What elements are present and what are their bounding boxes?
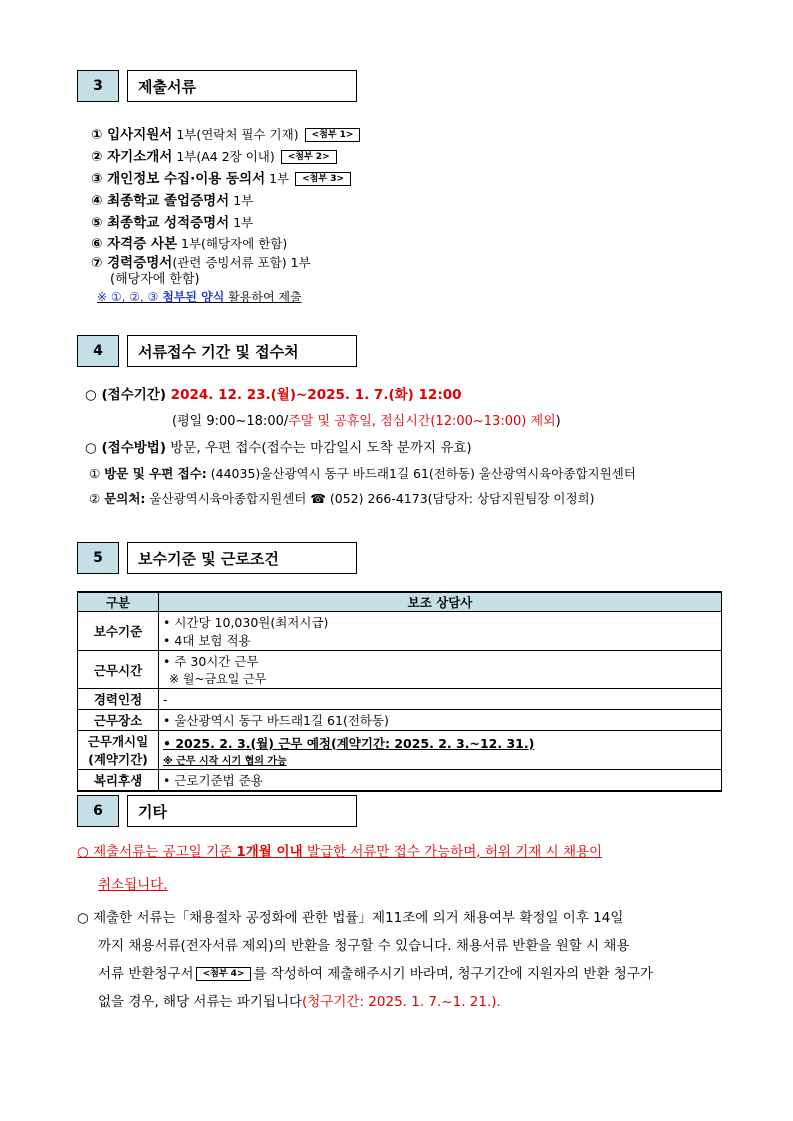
application-period-note: (평일 9:00~18:00/주말 및 공휴일, 점심시간(12:00~13:00) 제외) — [172, 414, 561, 429]
column-header: 보조 상담사 — [159, 592, 722, 612]
section-title: 서류접수 기간 및 접수처 — [127, 335, 357, 367]
list-item: ⑦ 경력증명서(관련 증빙서류 포함) 1부 — [91, 255, 311, 271]
section-4-header — [77, 335, 357, 367]
notice-paragraph-1: ○ 제출서류는 공고일 기준 1개월 이내 발급한 서류만 접수 가능하며, 허위 기재 시 채용이 — [77, 844, 603, 860]
notice-paragraph-2-line-4: 없을 경우, 해당 서류는 파기됩니다(청구기간: 2025. 1. 7.~1. 21.). — [98, 994, 501, 1010]
row-label: 복리후생 — [78, 770, 159, 792]
row-value: • 근로기준법 준용 — [159, 770, 722, 792]
notice-paragraph-2-line-3: 서류 반환청구서 <첨부 4> 를 작성하여 제출해주시기 바라며, 청구기간에 지원자의 반환 청구가 — [98, 966, 653, 982]
application-period: ○ (접수기간) 2024. 12. 23.(월)~2025. 1. 7.(화) 12:00 — [85, 387, 462, 403]
notice-paragraph-2-line-2: 까지 채용서류(전자서류 제외)의 반환을 청구할 수 있습니다. 채용서류 반환을 원할 시 채용 — [98, 938, 630, 954]
list-item: ⑤ 최종학교 성적증명서 1부 — [91, 215, 254, 231]
notice-paragraph-1-cont: 취소됩니다. — [98, 877, 168, 893]
attached-form-link[interactable]: 첨부된 양식 — [162, 290, 225, 304]
row-value: • 주 30시간 근무 ※ 월~금요일 근무 — [159, 651, 722, 689]
section-title: 보수기준 및 근로조건 — [127, 542, 357, 574]
row-value: • 울산광역시 동구 바드래1길 61(전하동) — [159, 710, 722, 731]
section-number: 3 — [77, 70, 119, 102]
table-row — [78, 689, 722, 710]
row-value: • 시간당 10,030원(최저시급) • 4대 보험 적용 — [159, 612, 722, 651]
attachment-tag: <첨부 4> — [196, 967, 252, 981]
list-item-continuation: (해당자에 한함) — [110, 272, 200, 287]
section-number: 6 — [77, 795, 119, 827]
list-item: ⑥ 자격증 사본 1부(해당자에 한함) — [91, 236, 288, 252]
list-item: ④ 최종학교 졸업증명서 1부 — [91, 193, 254, 209]
table-row — [78, 770, 722, 792]
section-6-header — [77, 795, 357, 827]
working-conditions-table — [77, 591, 722, 792]
attachment-tag: <첨부 3> — [295, 172, 351, 186]
section-3-header — [77, 70, 357, 102]
table-row — [78, 710, 722, 731]
attachment-tag: <첨부 2> — [281, 150, 337, 164]
section-title: 제출서류 — [127, 70, 357, 102]
row-label: 근무장소 — [78, 710, 159, 731]
column-header: 구분 — [78, 592, 159, 612]
row-value: • 2025. 2. 3.(월) 근무 예정(계약기간: 2025. 2. 3.~12. 31.) ※ 근무 시작 시기 협의 가능 — [159, 731, 722, 770]
table-row — [78, 651, 722, 689]
contact-info: ② 문의처: 울산광역시육아종합지원센터 ☎ (052) 266-4173(담당자: 상담지원팀장 이정희) — [89, 491, 595, 506]
row-label: 보수기준 — [78, 612, 159, 651]
list-item: ① 입사지원서 1부(연락처 필수 기재) <첨부 1> — [91, 123, 360, 143]
application-method: ○ (접수방법) 방문, 우편 접수(접수는 마감일시 도착 분까지 유효) — [85, 440, 472, 456]
table-header-row — [78, 592, 722, 612]
section-title: 기타 — [127, 795, 357, 827]
table-row — [78, 731, 722, 770]
row-label: 경력인정 — [78, 689, 159, 710]
notice-paragraph-2-line-1: ○ 제출한 서류는「채용절차 공정화에 관한 법률」제11조에 의거 채용여부 확정일 이후 14일 — [77, 910, 624, 926]
attachment-note: ※ ①, ②, ③ 첨부된 양식 활용하여 제출 — [97, 290, 302, 304]
attachment-tag: <첨부 1> — [305, 128, 361, 142]
list-item: ③ 개인정보 수집·이용 동의서 1부 <첨부 3> — [91, 167, 351, 187]
row-label: 근무개시일 (계약기간) — [78, 731, 159, 770]
table-row — [78, 612, 722, 651]
section-5-header — [77, 542, 357, 574]
row-value: - — [159, 689, 722, 710]
section-number: 5 — [77, 542, 119, 574]
row-label: 근무시간 — [78, 651, 159, 689]
section-number: 4 — [77, 335, 119, 367]
list-item: ② 자기소개서 1부(A4 2장 이내) <첨부 2> — [91, 145, 337, 165]
submission-address: ① 방문 및 우편 접수: (44035)울산광역시 동구 바드래1길 61(전하동) 울산광역시육아종합지원센터 — [89, 466, 636, 481]
